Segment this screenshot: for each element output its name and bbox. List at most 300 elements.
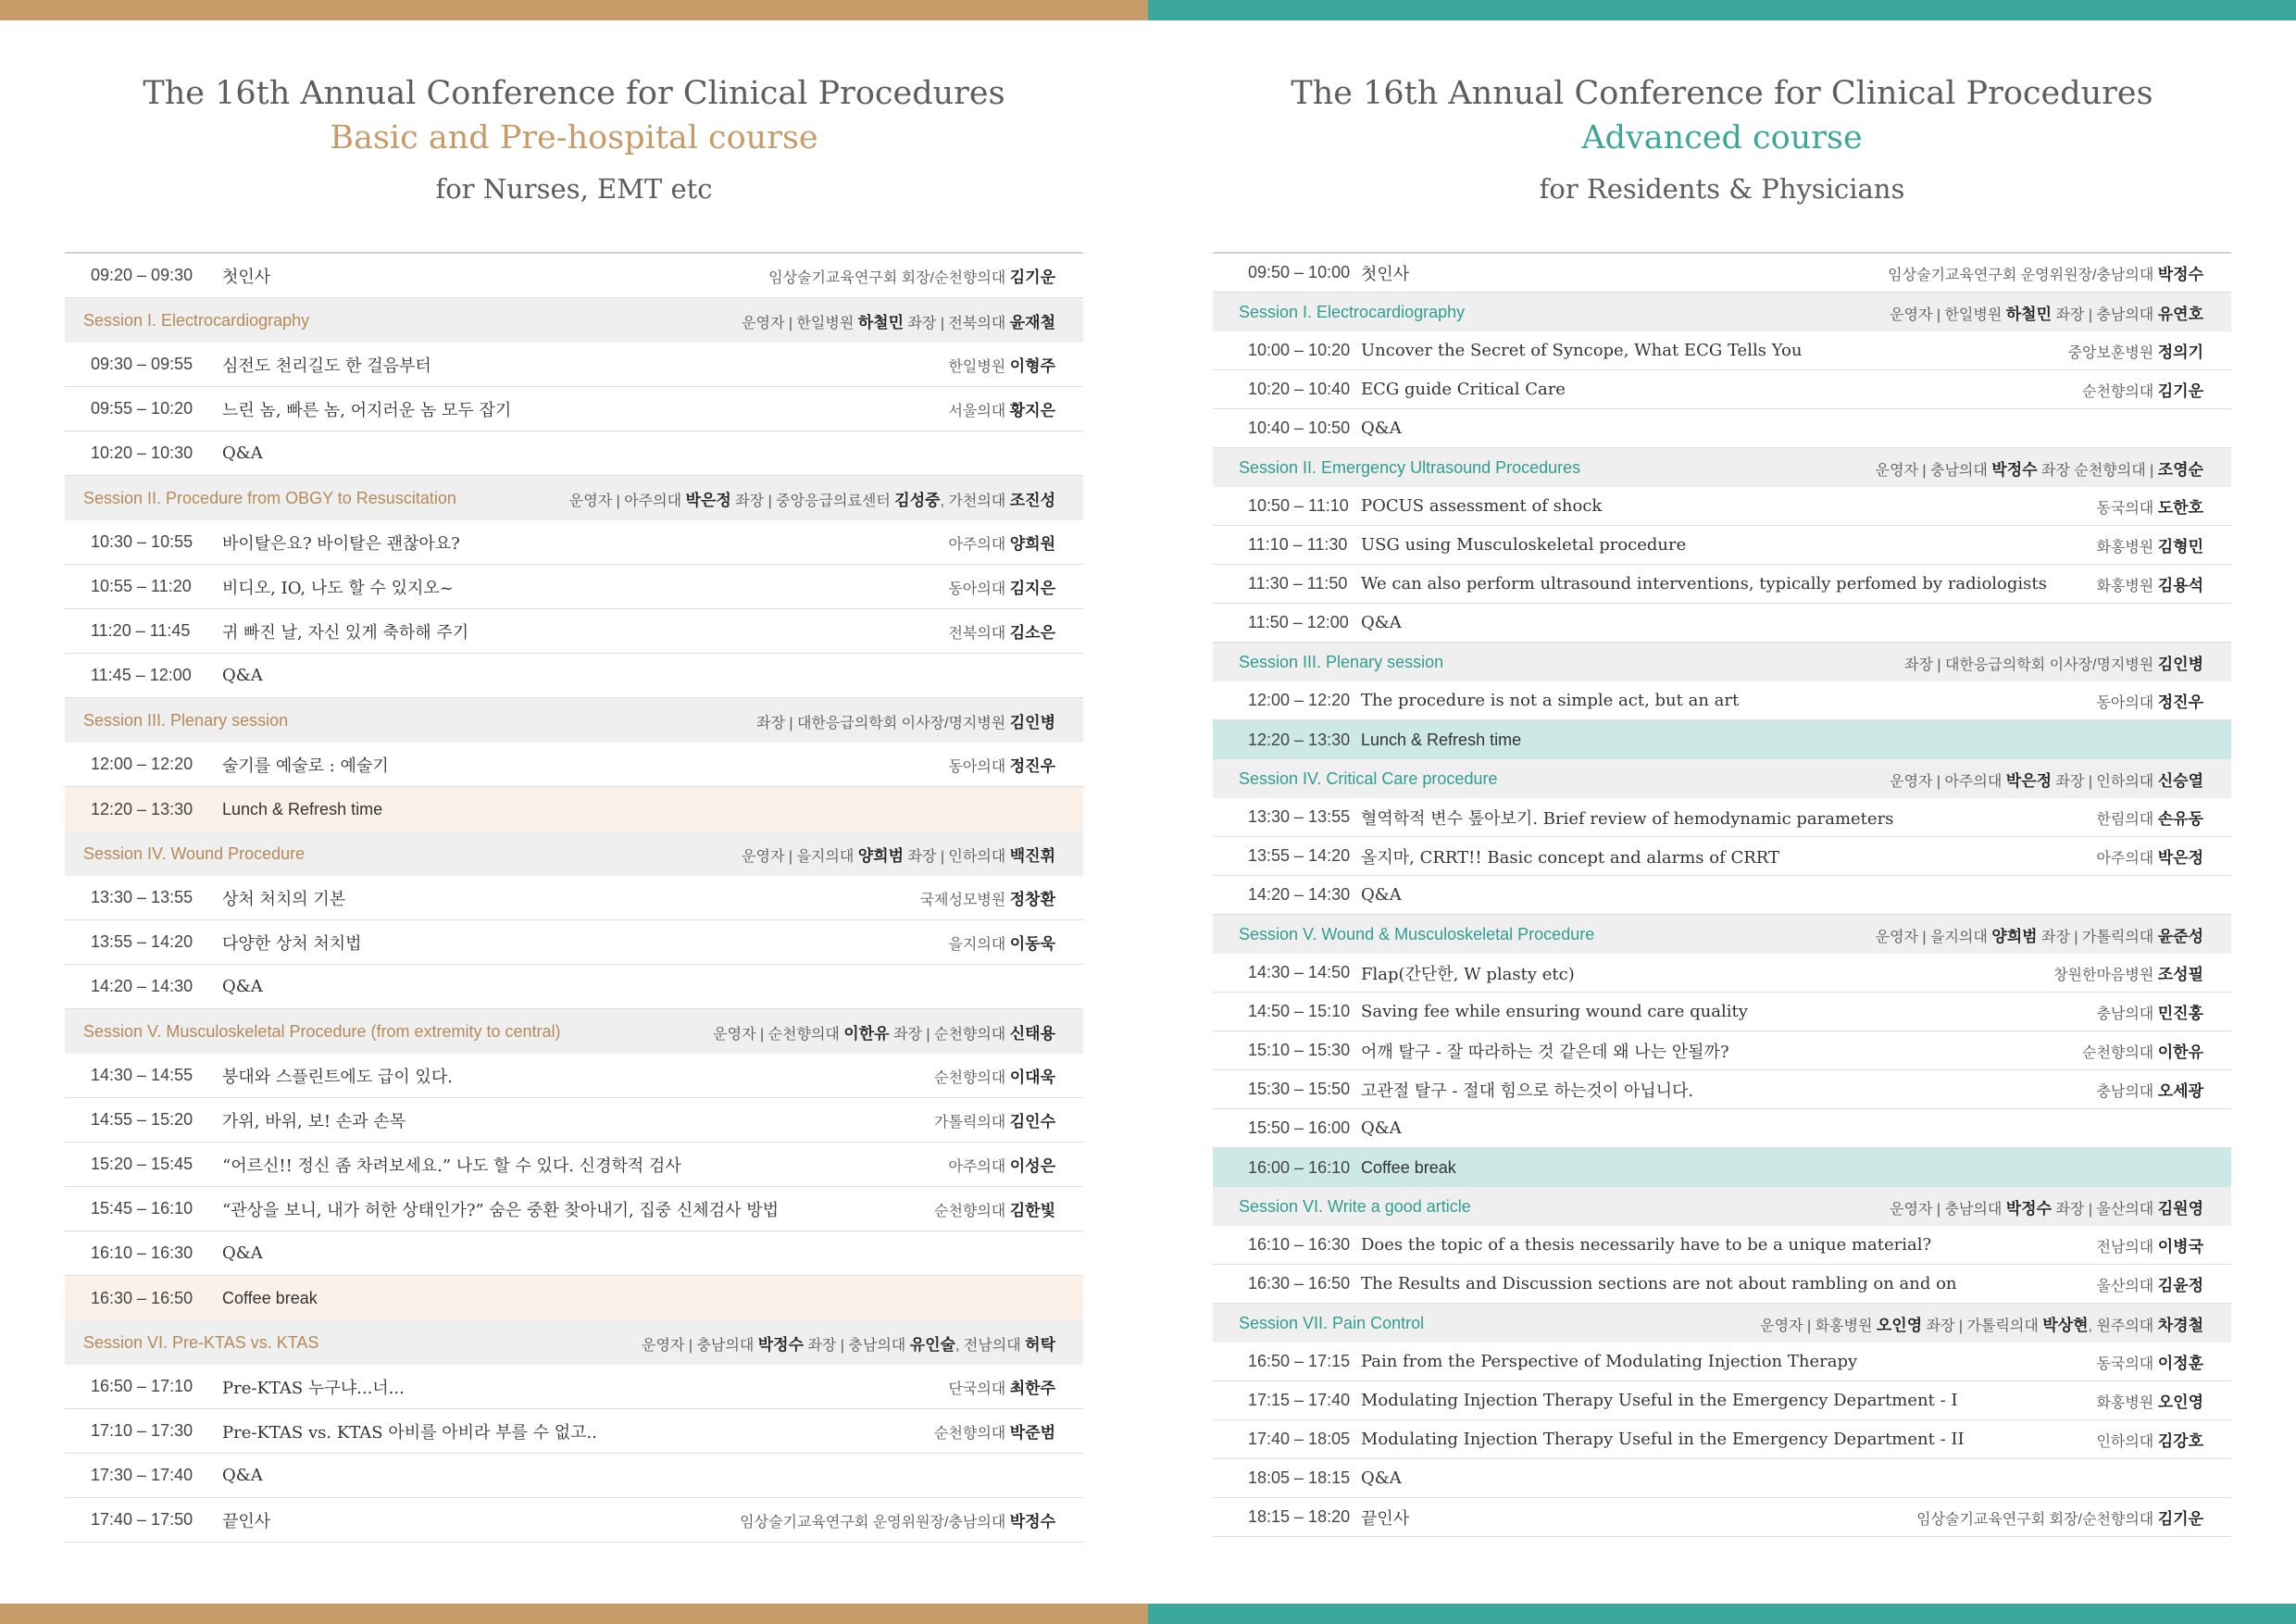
- speaker-name: 양희범: [1991, 927, 2038, 945]
- schedule-row: [1213, 954, 2231, 993]
- schedule-row: [65, 254, 1083, 298]
- speaker: [2096, 1233, 2231, 1256]
- speaker-name: 오인영: [1876, 1316, 1923, 1334]
- talk-title: Q&A: [1361, 613, 1402, 632]
- talk-title: Q&A: [1361, 1118, 1402, 1138]
- talk-title: 느린 놈, 빠른 놈, 어지러운 놈 모두 잡기: [222, 400, 512, 420]
- time-slot: 14:55 – 15:20: [91, 1110, 193, 1129]
- session-header-row: [1213, 1187, 2231, 1226]
- advanced-course-header: [1213, 72, 2231, 207]
- speaker-name: 박상현: [2042, 1316, 2089, 1334]
- time-slot: 15:30 – 15:50: [1248, 1080, 1351, 1098]
- speaker-affiliation: 운영자 | 충남의대: [1890, 1201, 2006, 1218]
- speaker-affiliation: 동아의대: [948, 581, 1010, 597]
- speaker-affiliation: 순천향의대: [933, 1426, 1010, 1442]
- basic-course-header: [65, 72, 1083, 207]
- speaker-affiliation: 동국의대: [2096, 1356, 2158, 1372]
- schedule-row: [65, 1143, 1083, 1187]
- speaker-name: 박정수: [1991, 460, 2038, 479]
- time-slot: 10:50 – 11:10: [1248, 496, 1349, 515]
- speaker-affiliation: 순천향의대: [933, 1204, 1010, 1219]
- speaker-name: 김인병: [1009, 713, 1055, 731]
- speaker-affiliation: 울산의대: [2096, 1279, 2158, 1294]
- speaker-affiliation: 운영자 | 충남의대: [642, 1337, 758, 1354]
- time-slot: 16:50 – 17:15: [1248, 1352, 1351, 1370]
- session-title: Session VI. Pre-KTAS vs. KTAS: [83, 1332, 319, 1352]
- schedule-row: [1213, 1459, 2231, 1498]
- session-header-row: [1213, 915, 2231, 954]
- conference-title: The 16th Annual Conference for Clinical Procedures: [143, 75, 1005, 112]
- time-slot: 11:20 – 11:45: [91, 621, 191, 640]
- speaker-affiliation: 순천향의대: [2081, 384, 2158, 400]
- speaker-name: 하철민: [857, 313, 905, 331]
- top-bar-advanced: [1148, 0, 2296, 20]
- time-slot: 13:55 – 14:20: [91, 932, 193, 951]
- time-slot: 13:55 – 14:20: [1248, 846, 1351, 865]
- speaker-name: 민진홍: [2157, 1005, 2203, 1022]
- session-header-row: [65, 476, 1083, 520]
- time-slot: 12:20 – 13:30: [91, 799, 193, 818]
- time-slot: 14:20 – 14:30: [91, 977, 193, 995]
- speaker-name: 양희원: [1009, 535, 1055, 553]
- talk-title: 고관절 탈구 - 절대 힘으로 하는것이 아닙니다.: [1361, 1081, 1694, 1101]
- schedule-row: [65, 965, 1083, 1009]
- talk-title: Pain from the Perspective of Modulating Injection Therapy: [1361, 1352, 1858, 1371]
- speaker-name: 황지은: [1009, 402, 1055, 419]
- time-slot: 17:30 – 17:40: [91, 1466, 193, 1484]
- speaker: [2096, 806, 2231, 829]
- speaker-name: 정진우: [2157, 693, 2203, 711]
- talk-title: Does the topic of a thesis necessarily have to be a unique material?: [1361, 1235, 1932, 1255]
- time-slot: 10:40 – 10:50: [1248, 418, 1351, 437]
- schedule-row: [1213, 993, 2231, 1031]
- speaker: [948, 619, 1083, 643]
- talk-title: Q&A: [1361, 885, 1402, 905]
- speaker-name: 손유동: [2157, 810, 2203, 828]
- schedule-row: [1213, 1070, 2231, 1109]
- talk-title: Pre-KTAS 누구냐...너...: [222, 1378, 405, 1398]
- speaker: [2096, 1350, 2231, 1373]
- session-title: Session VI. Write a good article: [1239, 1196, 1471, 1216]
- talk-title: 바이탈은요? 바이탈은 괜찮아요?: [222, 533, 460, 554]
- speaker-affiliation: 인하의대: [2096, 1434, 2158, 1450]
- talk-title: Q&A: [222, 443, 263, 463]
- speaker-affiliation: 국제성모병원: [919, 893, 1010, 908]
- time-slot: 09:30 – 09:55: [91, 355, 193, 373]
- session-header-row: [65, 1320, 1083, 1365]
- speaker-name: 유연호: [2157, 305, 2203, 323]
- speaker: [934, 1419, 1083, 1443]
- session-header-row: [1213, 759, 2231, 798]
- speaker-name: 김형민: [2157, 538, 2203, 556]
- speaker: [2096, 1272, 2231, 1295]
- speaker-name: 오세광: [2157, 1082, 2203, 1100]
- speaker: [742, 309, 1083, 332]
- talk-title: Modulating Injection Therapy Useful in the Emergency Department - II: [1361, 1430, 1965, 1449]
- talk-title: Uncover the Secret of Syncope, What ECG Tells You: [1361, 341, 1803, 360]
- speaker-name: 이대욱: [1009, 1068, 1055, 1086]
- schedule-row: [65, 609, 1083, 654]
- speaker-name: 유인술: [909, 1335, 955, 1354]
- time-slot: 18:15 – 18:20: [1248, 1507, 1351, 1526]
- speaker-name: 김기운: [1009, 269, 1055, 286]
- speaker-affiliation: , 원주의대: [2088, 1318, 2158, 1334]
- speaker: [948, 531, 1083, 554]
- speaker-name: 박은정: [685, 491, 731, 509]
- schedule-row: [65, 1098, 1083, 1143]
- speaker-affiliation: 좌장 | 충남의대: [804, 1337, 910, 1354]
- speaker: [1890, 1195, 2231, 1218]
- speaker-affiliation: 임상술기교육연구회 회장/순천향의대: [768, 270, 1010, 286]
- schedule-row: [1213, 331, 2231, 370]
- break-row: [1213, 720, 2231, 759]
- talk-title: “관상을 보니, 내가 허한 상태인가?” 숨은 중환 찾아내기, 집중 신체검사 방법: [222, 1200, 779, 1220]
- speaker-affiliation: 한일병원: [948, 359, 1010, 375]
- time-slot: 13:30 – 13:55: [1248, 807, 1351, 826]
- time-slot: 17:10 – 17:30: [91, 1421, 193, 1440]
- talk-title: Coffee break: [1361, 1157, 1456, 1177]
- time-slot: 17:15 – 17:40: [1248, 1391, 1351, 1409]
- speaker-name: 차경철: [2157, 1316, 2203, 1334]
- schedule-row: [1213, 370, 2231, 409]
- speaker: [2096, 1078, 2231, 1101]
- schedule-row: [1213, 1031, 2231, 1070]
- speaker-affiliation: 화홍병원: [2096, 579, 2158, 594]
- speaker: [948, 1153, 1083, 1176]
- talk-title: Q&A: [1361, 418, 1402, 438]
- speaker-name: 조성필: [2157, 966, 2203, 983]
- speaker-name: 김성중: [894, 491, 941, 509]
- schedule-row: [1213, 565, 2231, 604]
- bottom-color-bar: [0, 1604, 2296, 1624]
- talk-title: Q&A: [222, 666, 263, 685]
- session-title: Session V. Wound & Musculoskeletal Procedure: [1239, 924, 1595, 943]
- time-slot: 10:20 – 10:40: [1248, 380, 1351, 398]
- audience-subtitle: for Nurses, EMT etc: [435, 173, 713, 205]
- speaker-name: 양희범: [857, 846, 905, 865]
- speaker-affiliation: 충남의대: [2096, 1084, 2158, 1100]
- schedule-row: [65, 876, 1083, 920]
- session-title: Session IV. Wound Procedure: [83, 843, 306, 863]
- speaker-name: 백진휘: [1009, 846, 1055, 865]
- time-slot: 16:10 – 16:30: [91, 1243, 193, 1262]
- speaker: [948, 575, 1083, 598]
- session-header-row: [1213, 1304, 2231, 1343]
- talk-title: Coffee break: [222, 1288, 318, 1307]
- bottom-bar-basic: [0, 1604, 1148, 1624]
- talk-title: Q&A: [222, 977, 263, 996]
- schedule-row: [1213, 798, 2231, 837]
- schedule-row: [65, 431, 1083, 476]
- advanced-schedule-table: [1213, 252, 2231, 1537]
- speaker: [920, 886, 1083, 909]
- talk-title: 가위, 바위, 보! 손과 손목: [222, 1111, 406, 1131]
- speaker-name: 김소은: [1009, 624, 1055, 642]
- speaker-affiliation: 임상술기교육연구회 운영위원장/충남의대: [1888, 268, 2158, 283]
- speaker-name: 박준범: [1009, 1424, 1055, 1442]
- audience-subtitle: for Residents & Physicians: [1539, 173, 1905, 205]
- speaker-name: 최한주: [1009, 1380, 1055, 1397]
- schedule-row: [1213, 1381, 2231, 1420]
- break-row: [1213, 1148, 2231, 1187]
- speaker: [1888, 261, 2231, 284]
- time-slot: 17:40 – 17:50: [91, 1510, 193, 1529]
- speaker: [2068, 339, 2231, 362]
- speaker: [1890, 768, 2231, 791]
- speaker: [1916, 1505, 2231, 1529]
- schedule-row: [65, 920, 1083, 965]
- session-header-row: [65, 1009, 1083, 1054]
- speaker-affiliation: , 가천의대: [940, 493, 1010, 509]
- schedule-row: [1213, 837, 2231, 876]
- talk-title: The procedure is not a simple act, but an art: [1361, 691, 1740, 710]
- speaker-name: 정창환: [1009, 891, 1055, 908]
- speaker-affiliation: 운영자 | 순천향의대: [713, 1026, 844, 1043]
- bottom-bar-advanced: [1148, 1604, 2296, 1624]
- speaker: [742, 843, 1083, 866]
- session-header-row: [65, 698, 1083, 743]
- schedule-row: [65, 1054, 1083, 1098]
- time-slot: 13:30 – 13:55: [91, 888, 193, 906]
- speaker-name: 박은정: [2005, 771, 2053, 790]
- talk-title: 올지마, CRRT!! Basic concept and alarms of CRRT: [1361, 847, 1780, 868]
- schedule-row: [65, 1365, 1083, 1409]
- speaker-name: 김기운: [2157, 382, 2203, 400]
- speaker-affiliation: , 전남의대: [955, 1337, 1026, 1354]
- speaker-name: 이정훈: [2157, 1355, 2203, 1372]
- schedule-row: [65, 743, 1083, 787]
- speaker-affiliation: 동국의대: [2096, 501, 2158, 517]
- talk-title: 첫인사: [222, 267, 271, 287]
- schedule-row: [65, 1187, 1083, 1231]
- speaker: [768, 264, 1083, 287]
- speaker-name: 신승열: [2157, 771, 2203, 790]
- speaker-affiliation: 좌장 | 가톨릭의대: [1922, 1318, 2043, 1334]
- speaker-affiliation: 운영자 | 한일병원: [1890, 306, 2006, 323]
- talk-title: Pre-KTAS vs. KTAS 아비를 아비라 부를 수 없고..: [222, 1422, 597, 1443]
- speaker-name: 조영순: [2157, 460, 2203, 479]
- schedule-row: [1213, 487, 2231, 526]
- speaker-name: 정진우: [1009, 757, 1055, 775]
- speaker-affiliation: 아주의대: [948, 537, 1010, 553]
- speaker: [1876, 456, 2231, 480]
- speaker-name: 오인영: [2157, 1393, 2203, 1411]
- speaker-name: 도한호: [2157, 499, 2203, 517]
- time-slot: 09:55 – 10:20: [91, 399, 193, 418]
- speaker-name: 조진성: [1009, 491, 1055, 509]
- speaker-affiliation: 화홍병원: [2096, 540, 2158, 556]
- session-title: Session II. Emergency Ultrasound Procedures: [1239, 457, 1581, 477]
- time-slot: 10:30 – 10:55: [91, 532, 193, 551]
- speaker-affiliation: 좌장 | 전북의대: [904, 315, 1010, 331]
- speaker-name: 박정수: [2157, 266, 2203, 283]
- talk-title: Q&A: [1361, 1468, 1402, 1488]
- session-title: Session II. Procedure from OBGY to Resuscitation: [83, 488, 456, 507]
- talk-title: 다양한 상처 처치법: [222, 933, 362, 954]
- speaker-affiliation: 중앙보훈병원: [2067, 345, 2158, 361]
- session-header-row: [1213, 448, 2231, 487]
- time-slot: 16:50 – 17:10: [91, 1377, 193, 1395]
- speaker-name: 이형주: [1009, 357, 1055, 375]
- speaker-name: 박정수: [1009, 1513, 1055, 1530]
- schedule-row: [1213, 1265, 2231, 1304]
- schedule-row: [65, 343, 1083, 387]
- speaker: [2096, 572, 2231, 595]
- speaker-affiliation: 동아의대: [948, 759, 1010, 775]
- talk-title: 심전도 천리길도 한 걸음부터: [222, 356, 431, 376]
- schedule-row: [1213, 1226, 2231, 1265]
- speaker: [1760, 1312, 2231, 1335]
- time-slot: 11:30 – 11:50: [1248, 574, 1348, 593]
- schedule-row: [1213, 876, 2231, 915]
- speaker-affiliation: 운영자 | 아주의대: [568, 493, 686, 509]
- time-slot: 09:50 – 10:00: [1248, 263, 1351, 281]
- speaker: [569, 487, 1083, 510]
- time-slot: 15:50 – 16:00: [1248, 1118, 1351, 1137]
- speaker-affiliation: 좌장 | 순천향의대: [889, 1026, 1010, 1043]
- course-title: Basic and Pre-hospital course: [330, 119, 818, 156]
- speaker-name: 신태용: [1009, 1024, 1055, 1043]
- schedule-row: [65, 654, 1083, 698]
- time-slot: 17:40 – 18:05: [1248, 1430, 1351, 1448]
- speaker-name: 김윤정: [2157, 1277, 2203, 1294]
- talk-title: 비디오, IO, 나도 할 수 있지오~: [222, 578, 454, 598]
- time-slot: 11:50 – 12:00: [1248, 613, 1349, 631]
- speaker: [2096, 844, 2231, 868]
- schedule-row: [1213, 604, 2231, 643]
- speaker-name: 이동욱: [1009, 935, 1055, 953]
- schedule-row: [65, 1231, 1083, 1276]
- speaker: [1876, 923, 2231, 946]
- speaker: [2096, 533, 2231, 556]
- speaker-name: 김기운: [2157, 1510, 2203, 1528]
- time-slot: 18:05 – 18:15: [1248, 1468, 1351, 1487]
- schedule-row: [65, 520, 1083, 565]
- speaker-name: 이한유: [2157, 1043, 2203, 1061]
- schedule-row: [1213, 1498, 2231, 1537]
- speaker-name: 이성은: [1009, 1157, 1055, 1175]
- speaker-name: 박은정: [2157, 849, 2203, 867]
- speaker: [740, 1508, 1083, 1531]
- speaker: [934, 1197, 1083, 1220]
- speaker: [2096, 1000, 2231, 1023]
- speaker: [948, 397, 1083, 420]
- speaker: [2082, 1039, 2231, 1062]
- speaker: [2096, 1428, 2231, 1451]
- talk-title: Saving fee while ensuring wound care quality: [1361, 1002, 1748, 1021]
- basic-course-panel: [65, 20, 1083, 1531]
- speaker: [2096, 689, 2231, 712]
- schedule-row: [65, 1454, 1083, 1498]
- speaker-affiliation: 을지의대: [948, 937, 1010, 953]
- time-slot: 09:20 – 09:30: [91, 266, 193, 284]
- speaker-affiliation: 운영자 | 화홍병원: [1760, 1318, 1877, 1334]
- time-slot: 14:20 – 14:30: [1248, 885, 1351, 904]
- speaker: [934, 1064, 1083, 1087]
- time-slot: 15:45 – 16:10: [91, 1199, 193, 1218]
- time-slot: 12:00 – 12:20: [91, 755, 193, 773]
- talk-title: Flap(간단한, W plasty etc): [1361, 964, 1575, 984]
- speaker: [948, 353, 1083, 376]
- speaker-name: 허탁: [1025, 1335, 1055, 1354]
- session-title: Session VII. Pain Control: [1239, 1313, 1425, 1332]
- speaker-affiliation: 운영자 | 을지의대: [1875, 929, 1992, 945]
- speaker-name: 김강호: [2157, 1432, 2203, 1450]
- talk-title: Q&A: [222, 1466, 263, 1485]
- speaker-name: 정의기: [2157, 344, 2203, 361]
- talk-title: 끝인사: [1361, 1508, 1410, 1529]
- talk-title: The Results and Discussion sections are not about rambling on and on: [1361, 1274, 1957, 1293]
- session-title: Session III. Plenary session: [1239, 652, 1444, 671]
- time-slot: 15:10 – 15:30: [1248, 1041, 1351, 1059]
- speaker-affiliation: 순천향의대: [2081, 1045, 2158, 1061]
- time-slot: 11:45 – 12:00: [91, 666, 192, 684]
- session-title: Session I. Electrocardiography: [1239, 302, 1466, 321]
- speaker-name: 김인수: [1009, 1113, 1055, 1131]
- schedule-row: [1213, 681, 2231, 720]
- speaker-name: 이한유: [843, 1024, 890, 1043]
- speaker-affiliation: 운영자 | 을지의대: [742, 848, 858, 865]
- speaker-name: 김용석: [2157, 577, 2203, 594]
- speaker-affiliation: 좌장 | 중앙응급의료센터: [730, 493, 895, 509]
- time-slot: 14:50 – 15:10: [1248, 1002, 1351, 1020]
- session-title: Session V. Musculoskeletal Procedure (from extremity to central): [83, 1021, 561, 1041]
- speaker-affiliation: 전남의대: [2096, 1240, 2158, 1255]
- schedule-row: [65, 1409, 1083, 1454]
- talk-title: 어깨 탈구 - 잘 따라하는 것 같은데 왜 나는 안될까?: [1361, 1042, 1729, 1062]
- talk-title: “어르신!! 정신 좀 차려보세요.” 나도 할 수 있다. 신경학적 검사: [222, 1156, 681, 1176]
- time-slot: 14:30 – 14:55: [91, 1066, 193, 1084]
- schedule-row: [65, 1498, 1083, 1543]
- talk-title: ECG guide Critical Care: [1361, 380, 1566, 399]
- session-header-row: [1213, 293, 2231, 331]
- talk-title: Modulating Injection Therapy Useful in the Emergency Department - I: [1361, 1391, 1958, 1410]
- speaker-name: 박정수: [757, 1335, 804, 1354]
- talk-title: Q&A: [222, 1243, 263, 1263]
- talk-title: 붕대와 스플린트에도 급이 있다.: [222, 1067, 453, 1087]
- talk-title: 혈역학적 변수 톺아보기. Brief review of hemodynamic parameters: [1361, 808, 1894, 829]
- schedule-row: [1213, 254, 2231, 293]
- talk-title: Lunch & Refresh time: [1361, 730, 1522, 749]
- speaker: [1890, 301, 2231, 324]
- speaker: [948, 931, 1083, 954]
- speaker-name: 하철민: [2005, 305, 2053, 323]
- talk-title: We can also perform ultrasound interventions, typically perfomed by radiologists: [1361, 574, 2047, 593]
- top-color-bar: [0, 0, 2296, 20]
- speaker-name: 윤재철: [1009, 313, 1055, 331]
- schedule-row: [1213, 1109, 2231, 1148]
- session-header-row: [65, 831, 1083, 876]
- speaker-affiliation: 충남의대: [2096, 1006, 2158, 1022]
- speaker-affiliation: 좌장 | 충남의대: [2052, 306, 2158, 323]
- time-slot: 10:20 – 10:30: [91, 443, 193, 462]
- talk-title: 끝인사: [222, 1511, 271, 1531]
- speaker: [713, 1020, 1083, 1043]
- time-slot: 16:30 – 16:50: [1248, 1274, 1351, 1293]
- talk-title: Lunch & Refresh time: [222, 799, 383, 818]
- speaker-affiliation: 임상술기교육연구회 운영위원장/충남의대: [740, 1515, 1010, 1530]
- session-header-row: [1213, 643, 2231, 681]
- speaker-name: 윤준성: [2157, 927, 2203, 945]
- basic-schedule-table: [65, 252, 1083, 1543]
- speaker-affiliation: 좌장 | 가톨릭의대: [2037, 929, 2158, 945]
- speaker-name: 김원영: [2157, 1199, 2203, 1218]
- time-slot: 11:10 – 11:30: [1248, 535, 1348, 554]
- time-slot: 16:30 – 16:50: [91, 1288, 193, 1307]
- top-bar-basic: [0, 0, 1148, 20]
- speaker: [2053, 961, 2231, 984]
- speaker-affiliation: 화홍병원: [2096, 1395, 2158, 1411]
